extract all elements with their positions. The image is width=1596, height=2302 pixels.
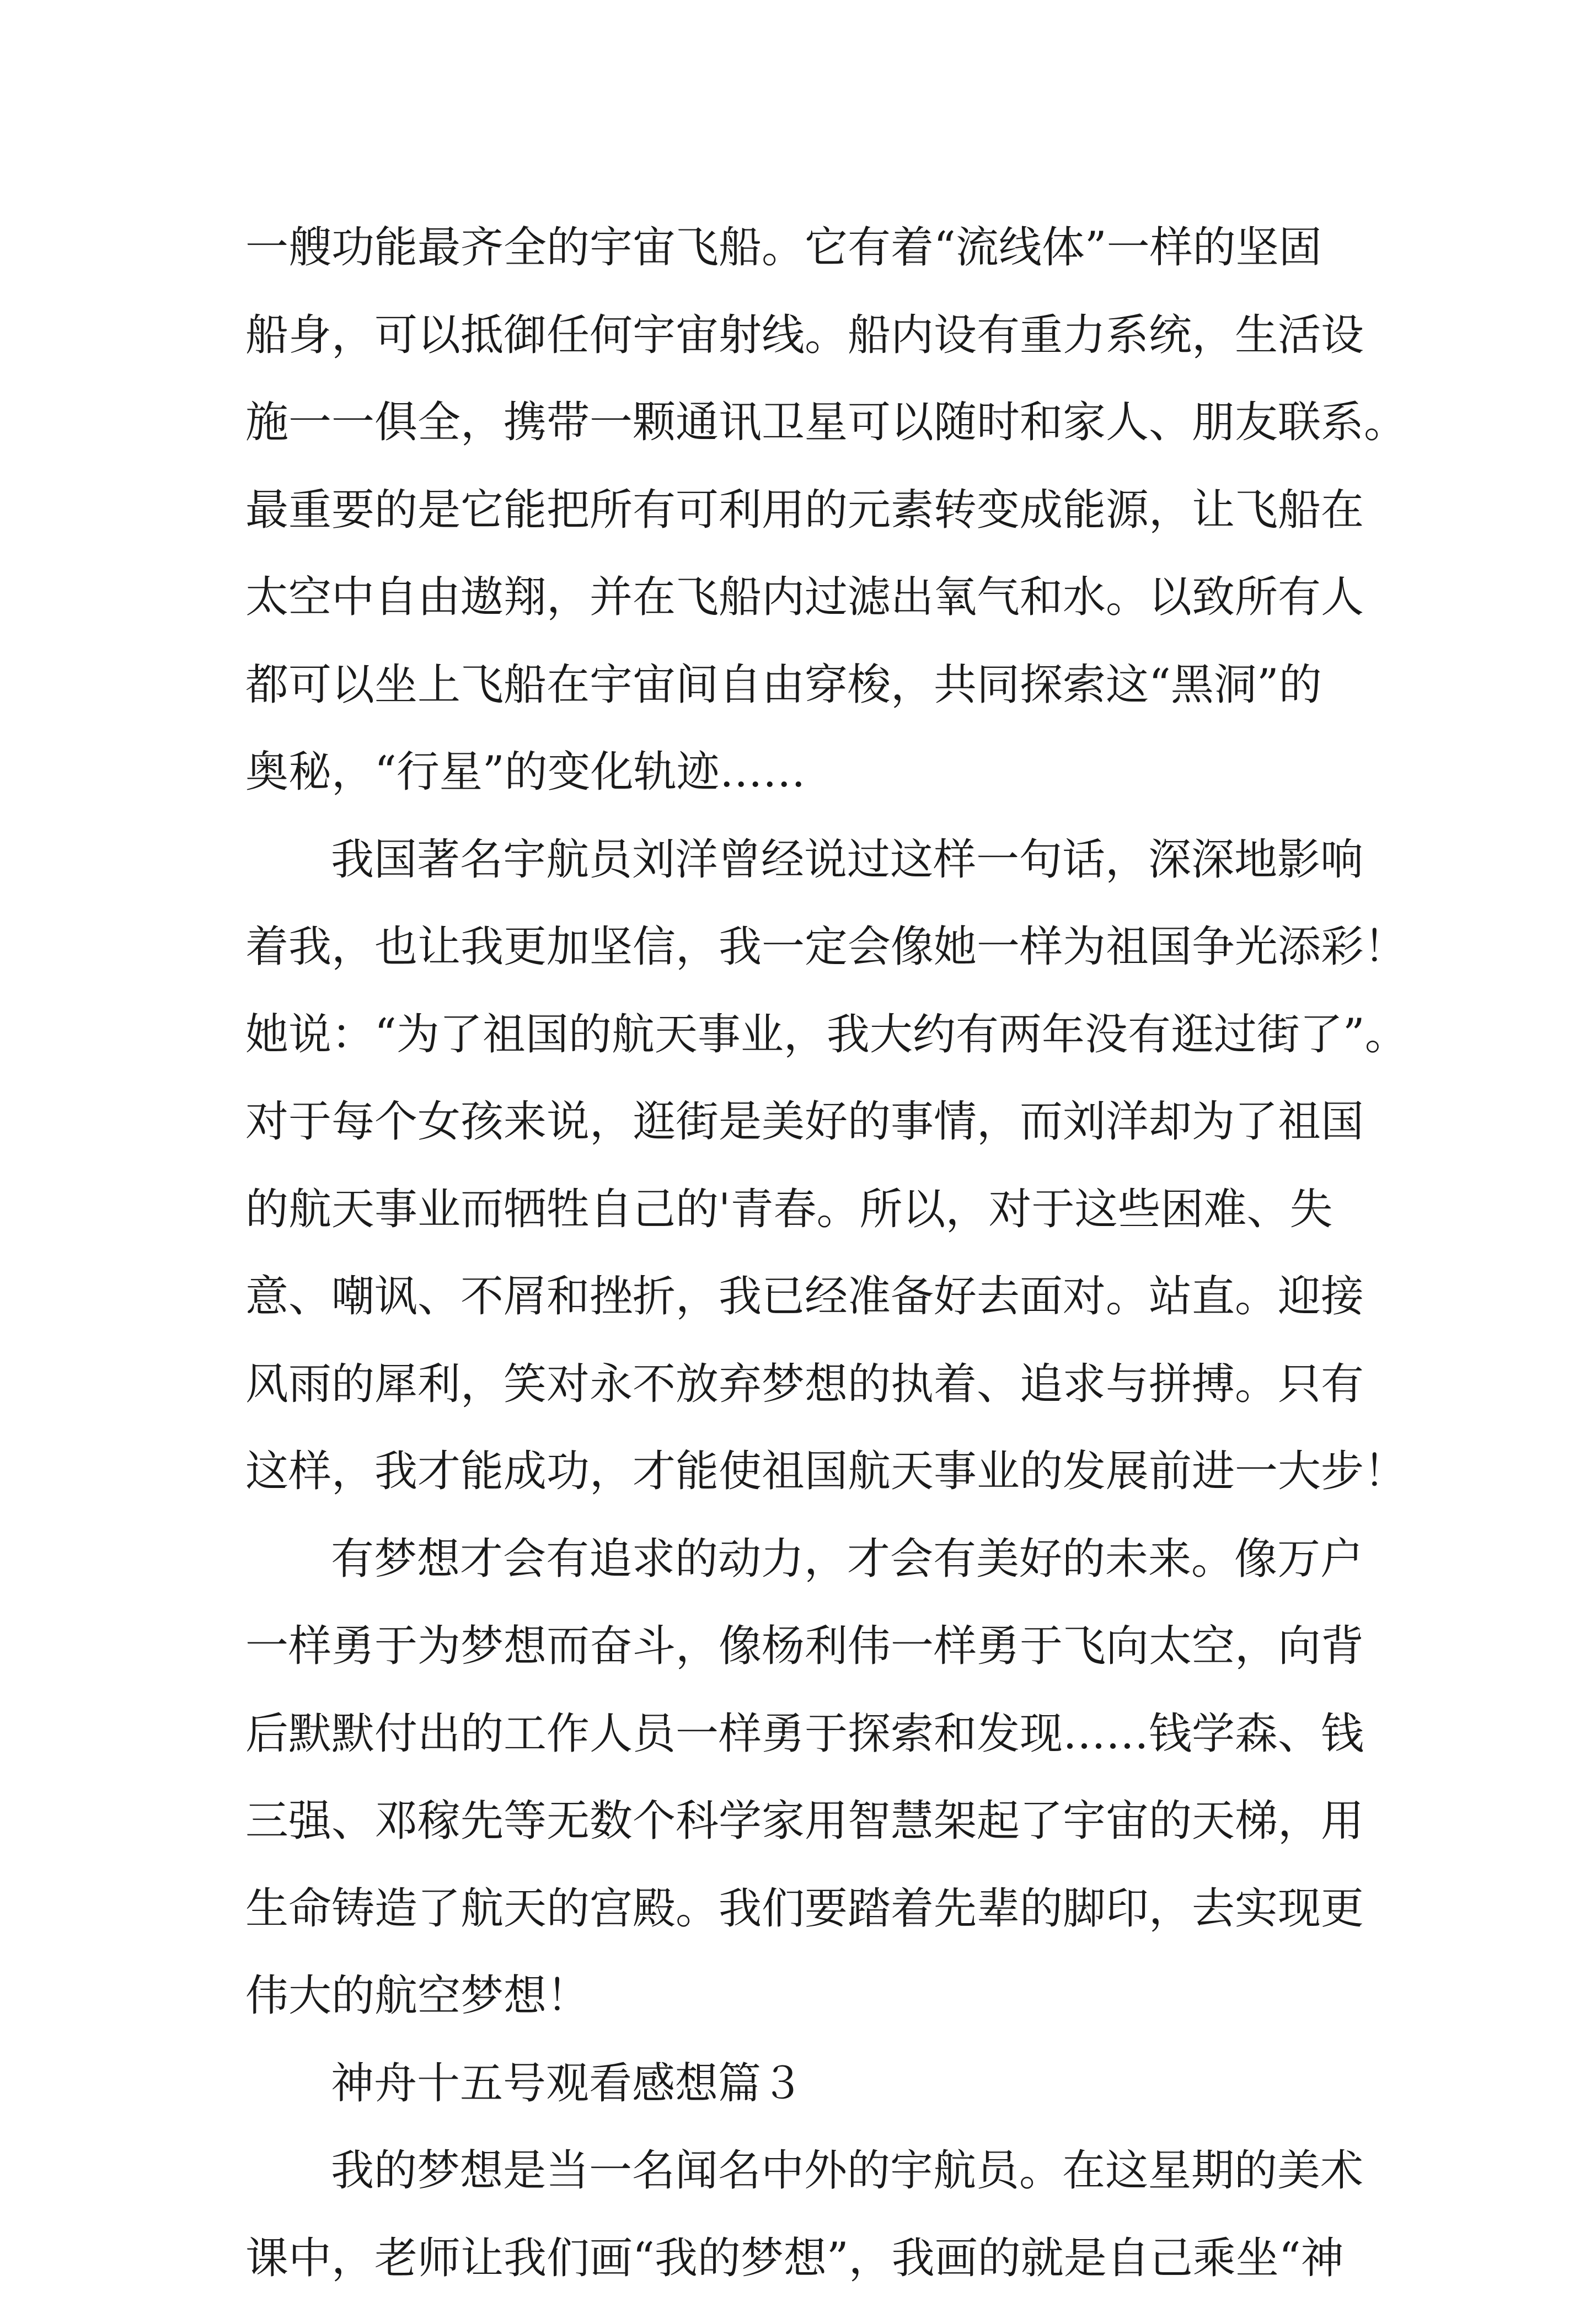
- body-text: [245, 204, 1404, 2302]
- text-line: 这样，我才能成功，才能使祖国航天事业的发展前进一大步！: [245, 1428, 1404, 1516]
- text-line: 的航天事业而牺牲自己的'青春。所以，对于这些困难、失: [245, 1166, 1404, 1254]
- text-line: 一样勇于为梦想而奋斗，像杨利伟一样勇于飞向太空，向背: [245, 1603, 1404, 1690]
- text-line: 意、嘲讽、不屑和挫折，我已经准备好去面对。站直。迎接: [245, 1253, 1404, 1341]
- text-line: 我的梦想是当一名闻名中外的宇航员。在这星期的美术: [245, 2127, 1404, 2215]
- text-line: 都可以坐上飞船在宇宙间自由穿梭，共同探索这“黑洞”的: [245, 641, 1404, 729]
- paragraph-dream: [245, 1516, 1404, 2040]
- paragraph-liu-yang: [245, 816, 1404, 1516]
- text-line: 生命铸造了航天的宫殿。我们要踏着先辈的脚印，去实现更: [245, 1865, 1404, 1953]
- section-heading: [245, 2040, 1404, 2128]
- text-line: 一艘功能最齐全的宇宙飞船。它有着“流线体”一样的坚固: [245, 204, 1404, 292]
- text-line: 风雨的犀利，笑对永不放弃梦想的执着、追求与拼搏。只有: [245, 1341, 1404, 1428]
- paragraph-astronaut: [245, 2127, 1404, 2302]
- text-line: 我国著名宇航员刘洋曾经说过这样一句话，深深地影响: [245, 816, 1404, 904]
- section-title: 神舟十五号观看感想篇３: [245, 2040, 1404, 2128]
- text-line: 有梦想才会有追求的动力，才会有美好的未来。像万户: [245, 1516, 1404, 1603]
- text-line: 奥秘，“行星”的变化轨迹……: [245, 729, 1404, 816]
- text-line: 施一一俱全，携带一颗通讯卫星可以随时和家人、朋友联系。: [245, 379, 1404, 467]
- text-line: 后默默付出的工作人员一样勇于探索和发现……钱学森、钱: [245, 1690, 1404, 1778]
- text-line: 三强、邓稼先等无数个科学家用智慧架起了宇宙的天梯，用: [245, 1778, 1404, 1865]
- text-line: 船身，可以抵御任何宇宙射线。船内设有重力系统，生活设: [245, 292, 1404, 379]
- text-line: 伟大的航空梦想！: [245, 1952, 1404, 2040]
- text-line: 最重要的是它能把所有可利用的元素转变成能源，让飞船在: [245, 467, 1404, 554]
- text-line: 太空中自由遨翔，并在飞船内过滤出氧气和水。以致所有人: [245, 554, 1404, 641]
- text-line: 课中，老师让我们画“我的梦想”，我画的就是自己乘坐“神: [245, 2215, 1404, 2302]
- text-line: 着我，也让我更加坚信，我一定会像她一样为祖国争光添彩！: [245, 903, 1404, 991]
- text-line: 她说：“为了祖国的航天事业，我大约有两年没有逛过街了”。: [245, 991, 1404, 1079]
- paragraph-spaceship: [245, 204, 1404, 816]
- text-line: 对于每个女孩来说，逛街是美好的事情，而刘洋却为了祖国: [245, 1078, 1404, 1166]
